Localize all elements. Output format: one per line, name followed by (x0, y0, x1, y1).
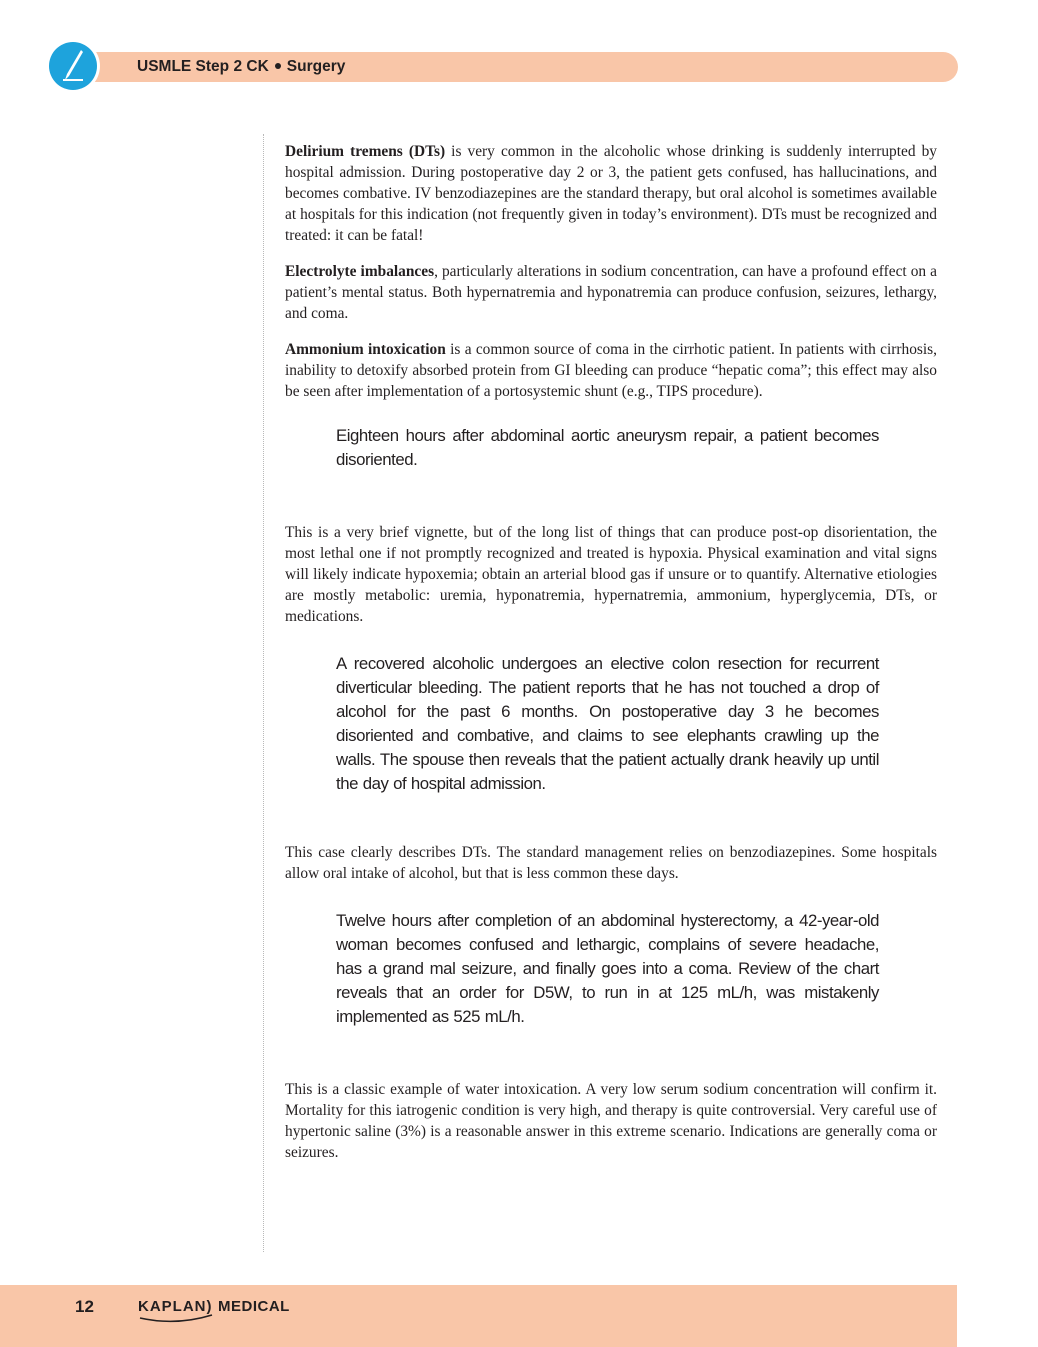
scalpel-logo-icon (45, 38, 101, 94)
bullet-separator-icon (275, 63, 281, 69)
paragraph-dts-explanation: This case clearly describes DTs. The standard management relies on benzodiazepines. Some hospitals allow oral intake of alcohol, but that is less common these days. (285, 844, 937, 882)
clinical-vignette-2: A recovered alcoholic undergoes an elective colon resection for recurrent diverticular bleeding. The patient reports that he has not touched a drop of alcohol for the past 6 months. On postoperative day 3 he becomes disoriented and combative, and claims to see elephants crawling up the walls. The spouse then reveals that the patient actually drank heavily up until the day of hospital admission. (336, 654, 879, 793)
margin-rule (263, 134, 264, 1252)
clinical-vignette-1: Eighteen hours after abdominal aortic aneurysm repair, a patient becomes disoriented. (336, 426, 879, 469)
publisher-imprint: MEDICAL (218, 1298, 290, 1315)
running-header (137, 57, 345, 77)
paragraph-ammonium-intoxication (285, 339, 937, 402)
paragraph-hypoxia-explanation: This is a very brief vignette, but of the long list of things that can produce post-op disorientation, the most lethal one if not promptly recognized and treated is hypoxia. Physical examination and vital signs will likely indicate hypoxemia; obtain an arterial blood gas if unsure or to quantify. Alternative etiologies are mostly metabolic: uremia, hyponatremia, hypernatremia, ammonium, hyperglycemia, DTs, or medications. (285, 524, 937, 625)
term-delirium-tremens: Delirium tremens (DTs) (285, 143, 446, 160)
paragraph-text: is very common in the alcoholic whose drinking is suddenly interrupted by hospital admission. During postoperative day 2 or 3, the patient gets confused, has hallucinations, and becomes combative. IV benzodiazepines are the standard therapy, but oral alcohol is sometimes available at hospitals for this indication (not frequently given in today’s environment). DTs must be recognized and treated: it can be fatal! (285, 143, 937, 244)
main-content (285, 141, 937, 1178)
paragraph-water-intoxication: This is a classic example of water intoxication. A very low serum sodium concentration will confirm it. Mortality for this iatrogenic condition is very high, and therapy is quite controversial. Very careful use of hypertonic saline (3%) is a reasonable answer in this extreme scenario. Indications are generally coma or seizures. (285, 1081, 937, 1161)
term-ammonium-intoxication: Ammonium intoxication (285, 341, 446, 358)
page-number: 12 (75, 1297, 94, 1316)
book-title: USMLE Step 2 CK (137, 58, 269, 75)
paragraph-text: , particularly alterations in sodium concentration, can have a profound effect on a patient’s mental status. Both hypernatremia and hyponatremia can produce confusion, seizures, lethargy, and coma. (285, 263, 937, 322)
clinical-vignette-3: Twelve hours after completion of an abdominal hysterectomy, a 42-year-old woman becomes confused and lethargic, complains of severe headache, has a grand mal seizure, and finally goes into a coma. Review of the chart reveals that an order for D5W, to run in at 125 mL/h, was mistakenly implemented as 525 mL/h. (336, 911, 879, 1026)
publisher-name: KAPLAN (138, 1298, 207, 1315)
paragraph-delirium-tremens (285, 141, 937, 246)
kaplan-swoosh-icon (138, 1314, 218, 1326)
kaplan-medical-logo: KAPLAN) MEDICAL (138, 1298, 290, 1315)
term-electrolyte-imbalances: Electrolyte imbalances (285, 263, 435, 280)
paragraph-electrolyte-imbalances (285, 261, 937, 324)
paragraph-text: is a common source of coma in the cirrhotic patient. In patients with cirrhosis, inability to detoxify absorbed protein from GI bleeding can produce “hepatic coma”; this effect may also be seen after implementation of a portosystemic shunt (e.g., TIPS procedure). (285, 341, 937, 400)
section-title: Surgery (286, 58, 346, 75)
